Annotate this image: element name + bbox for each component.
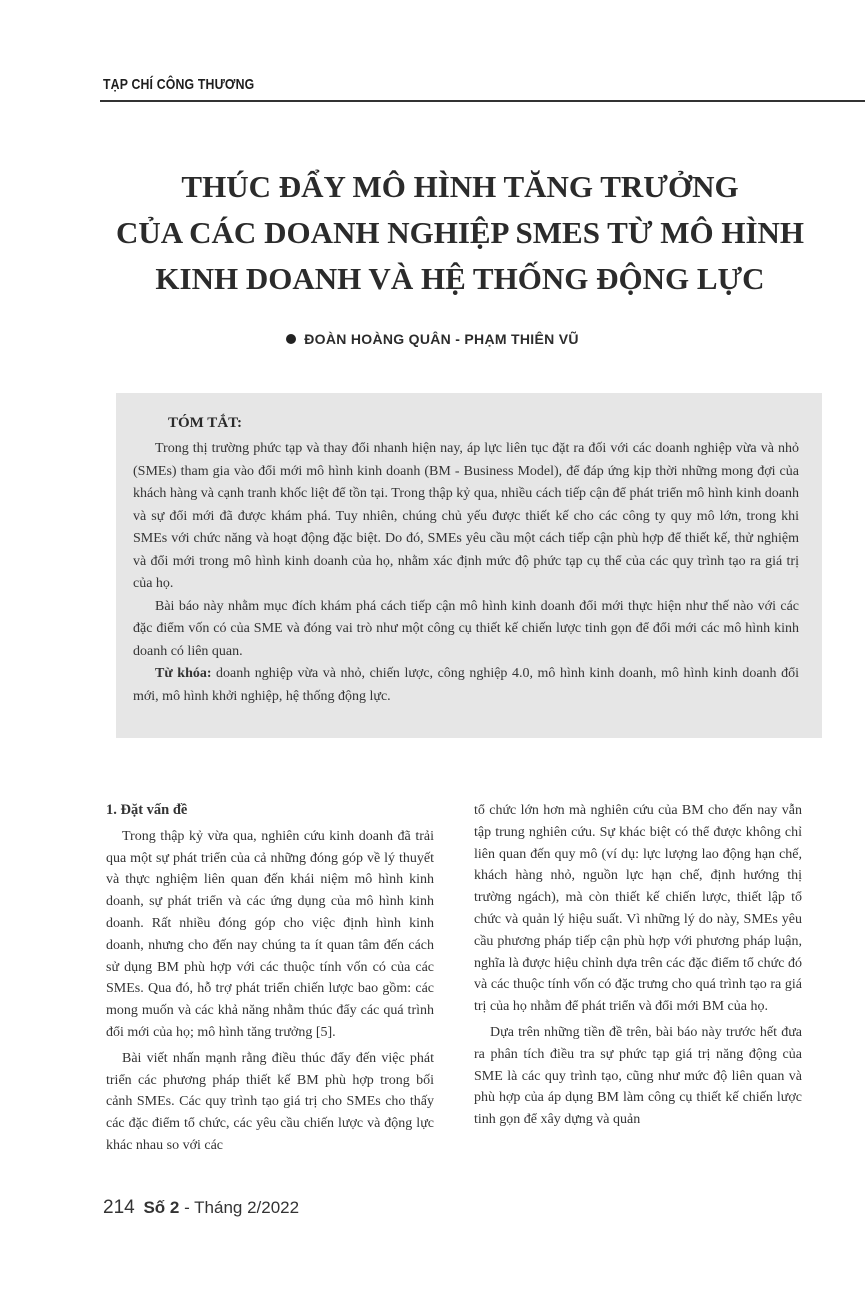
left-column — [106, 800, 434, 1161]
abstract-paragraph-2: Bài báo này nhằm mục đích khám phá cách tiếp cận mô hình kinh doanh đổi mới thực hiện như thế nào với các đặc điểm vốn có của SME và đóng vai trò như một công cụ thiết kế chiến lược tinh gọn để đổi mới các mô hình kinh doanh có liên quan. — [133, 598, 799, 659]
authors-line — [0, 331, 865, 347]
issue-label: Số 2 — [143, 1198, 180, 1217]
title-line-1: THÚC ĐẨY MÔ HÌNH TĂNG TRƯỞNG — [181, 169, 739, 204]
article-title — [80, 164, 840, 302]
page-footer — [103, 1197, 299, 1219]
abstract-paragraph-1: Trong thị trường phức tạp và thay đổi nhanh hiện nay, áp lực liên tục đặt ra đối với các doanh nghiệp vừa và nhỏ (SMEs) tham gia vào đổi mới mô hình kinh doanh (BM - Business Model), để đáp ứng kịp thời những mong đợi của khách hàng và cạnh tranh khốc liệt để tồn tại. Trong thập kỷ qua, nhiều cách tiếp cận để phát triển mô hình kinh doanh và sự đổi mới đã được khám phá. Tuy nhiên, chúng chủ yếu được thiết kế cho các công ty quy mô lớn, trong khi SMEs với chức năng và hoạt động đặc biệt. Do đó, SMEs yêu cầu một cách tiếp cận phù hợp để thiết kế, thử nghiệm và đổi mới trong mô hình kinh doanh của họ, nhằm xác định mức độ phức tạp cụ thể của các quy trình tạo ra giá trị của họ. — [133, 441, 799, 591]
title-line-2: CỦA CÁC DOANH NGHIỆP SMES TỪ MÔ HÌNH — [115, 215, 805, 250]
bullet-icon — [286, 334, 296, 344]
section-heading: 1. Đặt vấn đề — [106, 802, 188, 818]
page-number: 214 — [103, 1197, 135, 1218]
title-line-3: KINH DOANH VÀ HỆ THỐNG ĐỘNG LỰC — [155, 261, 765, 296]
keywords-paragraph — [133, 663, 799, 708]
header-rule — [100, 100, 865, 102]
body-paragraph: tổ chức lớn hơn mà nghiên cứu của BM cho đến nay vẫn tập trung nghiên cứu. Sự khác biệt có thể được không chỉ liên quan đến quy mô (ví dụ: lực lượng lao động hạn chế, khách hàng nhỏ, nguồn lực hạn chế, định hướng thị trường ngách), mà còn thiết kế chiến lược, thiết lập tổ chức và quản lý hiệu suất. Vì những lý do này, SMEs yêu cầu phương pháp tiếp cận phù hợp với phương pháp luận, nghĩa là được hiệu chỉnh dựa trên các đặc điểm tổ chức đó và các thuộc tính vốn có đặc trưng cho quá trình tạo ra giá trị của họ nhằm để phát triển và đổi mới BM của họ. — [474, 803, 802, 1015]
abstract-heading: TÓM TẮT: — [168, 415, 243, 431]
body-paragraph: Bài viết nhấn mạnh rằng điều thúc đẩy đến việc phát triển các phương pháp thiết kế BM phù hợp trong bối cảnh SMEs. Các quy trình tạo giá trị cho SMEs cho thấy các đặc điểm tổ chức, các yêu cầu chiến lược và động lực khác nhau so với các — [106, 1050, 434, 1153]
abstract-text — [133, 438, 799, 708]
keywords: doanh nghiệp vừa và nhỏ, chiến lược, công nghiệp 4.0, mô hình kinh doanh, mô hình kinh doanh đổi mới, mô hình khởi nghiệp, hệ thống động lực. — [133, 666, 799, 704]
authors: ĐOÀN HOÀNG QUÂN - PHẠM THIÊN VŨ — [304, 331, 579, 347]
right-column — [474, 800, 802, 1135]
keywords-label: Từ khóa: — [155, 666, 212, 681]
issue-date: - Tháng 2/2022 — [179, 1198, 300, 1217]
journal-name: TẠP CHÍ CÔNG THƯƠNG — [103, 76, 255, 93]
body-paragraph: Dựa trên những tiền đề trên, bài báo này trước hết đưa ra phân tích điều tra sự phức tạp giá trị năng động của SME là các quy trình tạo, cũng như mức độ liên quan và phù hợp của áp dụng BM làm công cụ thiết kế chiến lược tinh gọn để xây dựng và quản — [474, 1024, 802, 1128]
body-paragraph: Trong thập kỷ vừa qua, nghiên cứu kinh doanh đã trải qua một sự phát triển của cả những đóng góp về lý thuyết và thực nghiệm liên quan đến khái niệm mô hình kinh doanh, sự phát triển và các ứng dụng của mô hình kinh doanh. Rất nhiều đóng góp cho việc định hình kinh doanh, nhưng cho đến nay chúng ta ít quan tâm đến cách sử dụng BM phù hợp với các thuộc tính vốn có của các SMEs. Qua đó, hỗ trợ phát triển chiến lược bao gồm: các mong muốn và các khả năng nhằm thúc đẩy các quá trình đổi mới của họ; mô hình tăng trưởng [5]. — [106, 828, 434, 1040]
